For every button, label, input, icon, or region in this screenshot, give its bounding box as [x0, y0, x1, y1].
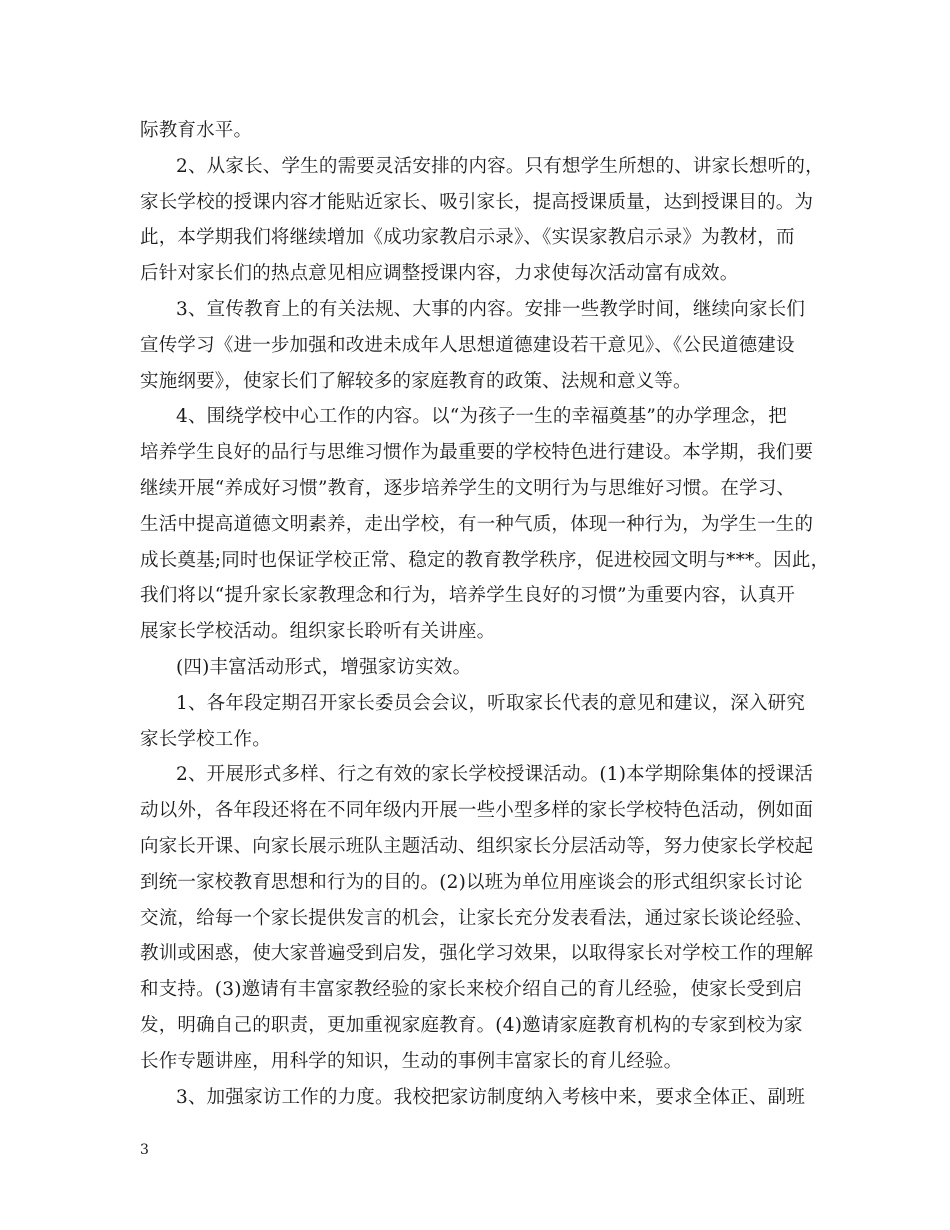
text-line: 教训或困惑，使大家普遍受到启发，强化学习效果，以取得家长对学校工作的理解	[140, 943, 814, 965]
paragraph-start-line: 3、加强家访工作的力度。我校把家访制度纳入考核中来，要求全体正、副班	[176, 1086, 806, 1108]
page-number: 3	[140, 1142, 149, 1158]
text-line: 成长奠基;同时也保证学校正常、稳定的教育教学秩序，促进校园文明与***。因此，	[140, 549, 830, 571]
paragraph-start-line: 4、围绕学校中心工作的内容。以“为孩子一生的幸福奠基”的办学理念，把	[176, 406, 787, 428]
text-line: 动以外，各年段还将在不同年级内开展一些小型多样的家长学校特色活动，例如面	[140, 800, 814, 822]
text-line: 向家长开课、向家长展示班队主题活动、组织家长分层活动等，努力使家长学校起	[140, 835, 814, 857]
text-line: 此，本学期我们将继续增加《成功家教启示录》、《实误家教启示录》为教材，而	[140, 227, 795, 249]
text-line: 展家长学校活动。组织家长聆听有关讲座。	[140, 621, 496, 643]
text-line: 发，明确自己的职责，更加重视家庭教育。(4)邀请家庭教育机构的专家到校为家	[140, 1014, 803, 1036]
text-line: 和支持。(3)邀请有丰富家教经验的家长来校介绍自己的育儿经验，使家长受到启	[140, 979, 803, 1001]
text-line: 宣传学习《进一步加强和改进未成年人思想道德建设若干意见》、《公民道德建设	[140, 334, 795, 356]
text-line: 家长学校的授课内容才能贴近家长、吸引家长，提高授课质量，达到授课目的。为	[140, 191, 814, 213]
text-line: 我们将以“提升家长家教理念和行为，培养学生良好的习惯”为重要内容，认真开	[140, 585, 796, 607]
paragraph-start-line: 2、开展形式多样、行之有效的家长学校授课活动。(1)本学期除集体的授课活	[176, 764, 814, 786]
text-line: 后针对家长们的热点意见相应调整授课内容，力求使每次活动富有成效。	[140, 263, 739, 285]
text-line: 继续开展“养成好习惯”教育，逐步培养学生的文明行为与思维好习惯。在学习、	[140, 477, 796, 499]
paragraph-start-line: 1、各年段定期召开家长委员会会议，听取家长代表的意见和建议，深入研究	[176, 692, 806, 714]
text-line: 家长学校工作。	[140, 728, 271, 750]
document-body	[140, 113, 830, 1115]
section-heading: (四)丰富活动形式，增强家访实效。	[176, 656, 472, 678]
text-line: 培养学生良好的品行与思维习惯作为最重要的学校特色进行建设。本学期，我们要	[140, 442, 814, 464]
text-line: 生活中提高道德文明素养，走出学校，有一种气质，体现一种行为，为学生一生的	[140, 513, 814, 535]
text-line: 到统一家校教育思想和行为的目的。(2)以班为单位用座谈会的形式组织家长讨论	[140, 871, 803, 893]
paragraph-start-line: 3、宣传教育上的有关法规、大事的内容。安排一些教学时间，继续向家长们	[176, 298, 806, 320]
text-line: 交流，给每一个家长提供发言的机会，让家长充分发表看法，通过家长谈论经验、	[140, 907, 814, 929]
text-line: 实施纲要》，使家长们了解较多的家庭教育的政策、法规和意义等。	[140, 370, 692, 392]
text-line: 际教育水平。	[140, 120, 253, 141]
text-line: 长作专题讲座，用科学的知识，生动的事例丰富家长的育儿经验。	[140, 1050, 683, 1072]
paragraph-start-line: 2、从家长、学生的需要灵活安排的内容。只有想学生所想的、讲家长想听的，	[176, 155, 824, 177]
